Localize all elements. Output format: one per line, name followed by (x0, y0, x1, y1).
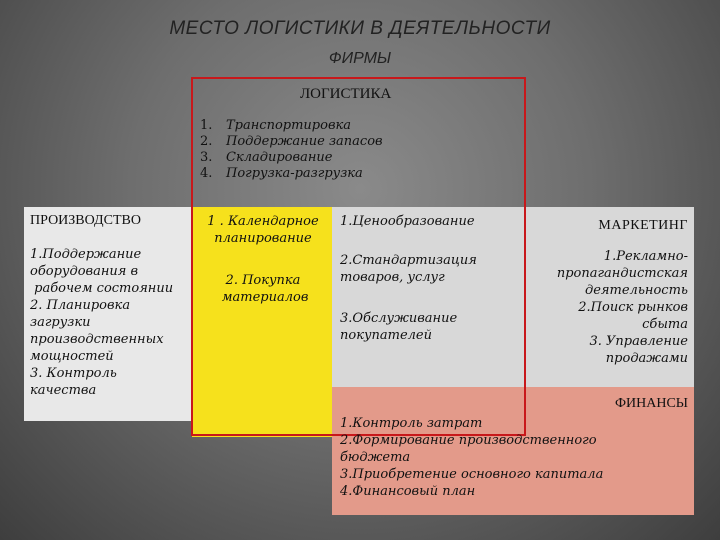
list-item (200, 118, 383, 134)
text-line: сбыта (642, 317, 688, 332)
finance-heading: ФИНАНСЫ (614, 396, 688, 411)
list-text: Поддержание запасов (226, 134, 383, 149)
logistics-heading: ЛОГИСТИКА (300, 86, 392, 102)
list-item (200, 150, 383, 166)
list-number: 2. (200, 134, 213, 149)
text-line: 4.Финансовый план (340, 484, 476, 499)
text-line: товаров, услуг (340, 270, 445, 285)
text-line: рабочем состоянии (30, 281, 174, 296)
list-item (200, 134, 383, 150)
text-line: 1 . Календарное (207, 214, 319, 229)
text-line: 2. Планировка (30, 298, 131, 313)
text-line: бюджета (340, 450, 411, 465)
text-line: 1.Поддержание (30, 247, 142, 262)
page-title-line2: ФИРМЫ (328, 50, 392, 67)
production-list (30, 246, 200, 399)
text-line: 2.Стандартизация (340, 253, 477, 268)
text-line: 1.Рекламно- (603, 249, 688, 264)
marketing-list (530, 248, 688, 367)
text-line: 2. Покупка (225, 273, 301, 288)
list-number: 3. (200, 150, 213, 165)
text-line: планирование (214, 231, 312, 246)
marketing-heading: МАРКЕТИНГ (598, 218, 688, 233)
customer-service-item (340, 310, 515, 344)
text-line: продажами (605, 351, 688, 366)
list-item (200, 166, 383, 182)
text-line: загрузки (30, 315, 91, 330)
pricing-item: 1.Ценообразование (340, 214, 475, 229)
text-line: 1.Контроль затрат (340, 416, 483, 431)
production-heading: ПРОИЗВОДСТВО (30, 213, 141, 228)
list-text: Погрузка-разгрузка (226, 166, 363, 181)
list-text: Складирование (226, 150, 333, 165)
text-line: качества (30, 383, 97, 398)
page-title-line1: МЕСТО ЛОГИСТИКИ В ДЕЯТЕЛЬНОСТИ (169, 18, 551, 39)
standardization-item (340, 252, 515, 286)
list-text: Транспортировка (226, 118, 352, 133)
text-line: 3. Управление (589, 334, 688, 349)
list-number: 1. (200, 118, 213, 133)
list-number: 4. (200, 166, 213, 181)
text-line: деятельность (585, 283, 688, 298)
text-line: 3.Обслуживание (340, 311, 458, 326)
logistics-list (200, 118, 383, 182)
planning-item-2 (198, 272, 328, 306)
text-line: 3.Приобретение основного капитала (340, 467, 604, 482)
text-line: 2.Поиск рынков (578, 300, 688, 315)
text-line: покупателей (340, 328, 432, 343)
text-line: производственных (30, 332, 164, 347)
text-line: 3. Контроль (30, 366, 117, 381)
pricing-service-box (332, 207, 526, 387)
finance-list (340, 415, 685, 500)
text-line: 2.Формирование производственного (340, 433, 597, 448)
text-line: материалов (217, 290, 309, 305)
text-line: пропагандистская (556, 266, 688, 281)
text-line: оборудования в (30, 264, 139, 279)
text-line: мощностей (30, 349, 114, 364)
planning-item-1 (198, 213, 328, 247)
